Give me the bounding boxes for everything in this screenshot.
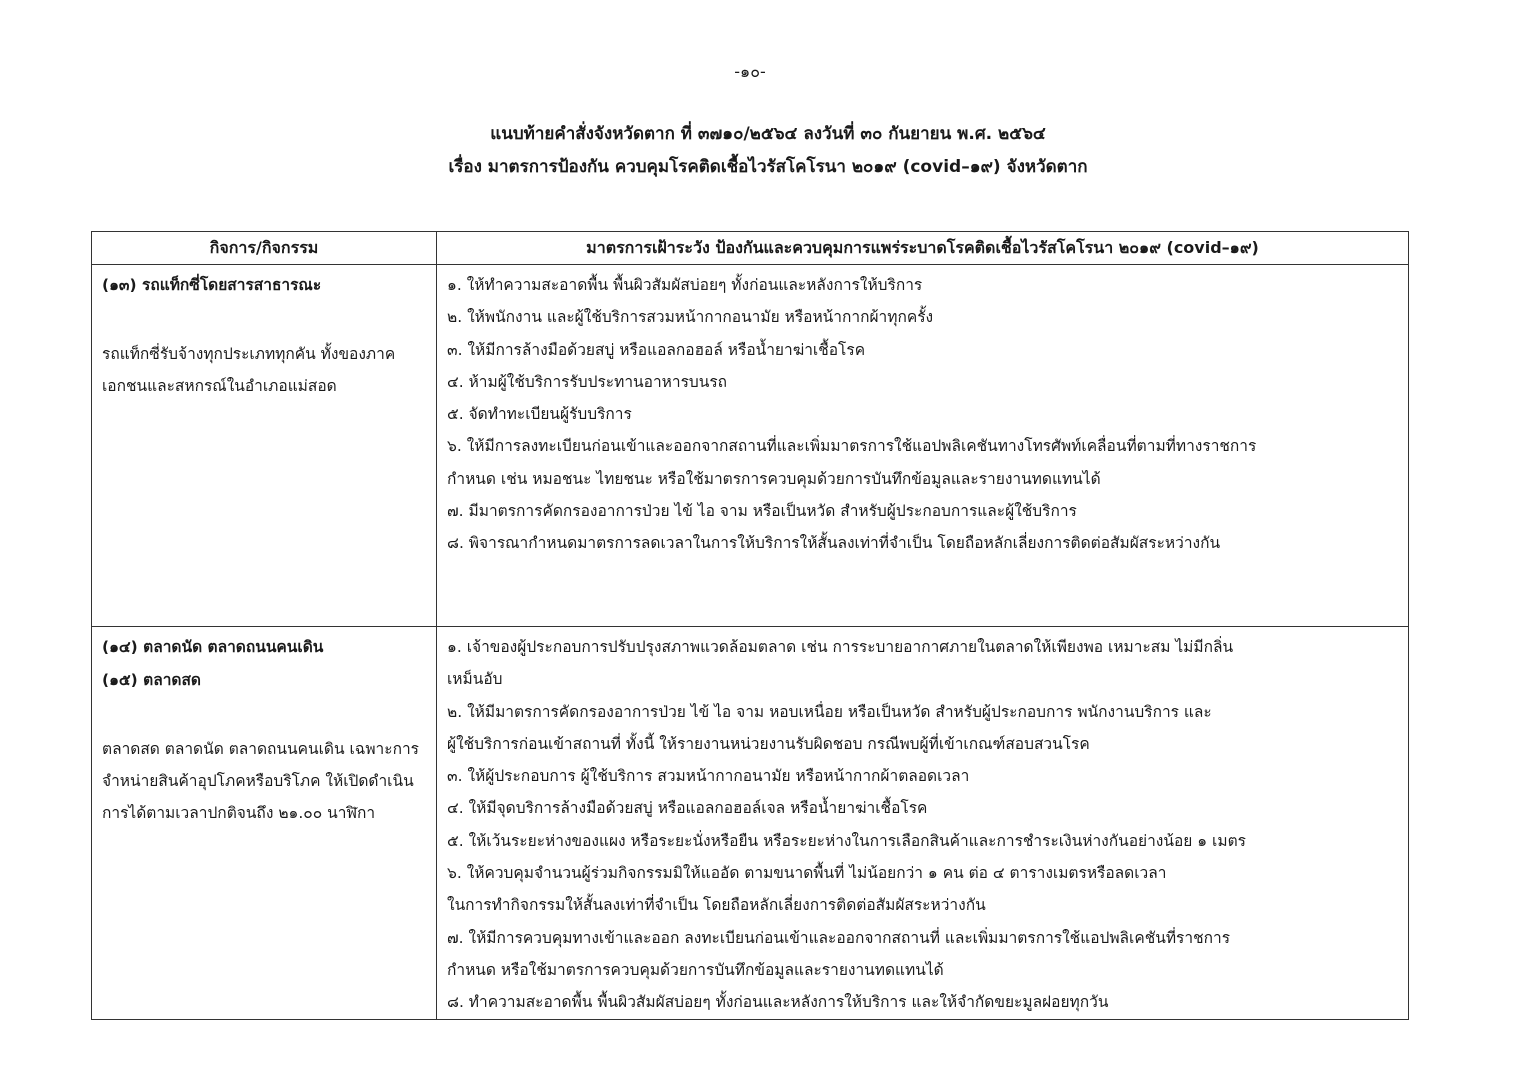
activity-title: (๑๔) ตลาดนัด ตลาดถนนคนเดิน <box>102 638 324 656</box>
header-line-2: เรื่อง มาตรการป้องกัน ควบคุมโรคติดเชื้อไวรัสโคโรนา ๒๐๑๙ (covid–๑๙) จังหวัดตาก <box>448 157 1088 177</box>
measures-cell <box>437 265 1409 627</box>
measure-item: ๖. ให้ควบคุมจำนวนผู้ร่วมกิจกรรมมิให้แออัด ตามขนาดพื้นที่ ไม่น้อยกว่า ๑ คน ต่อ ๔ ตารางเมตรหรือลดเวลา ในการทำกิจกรรมให้สั้นลงเท่าที่จำเป็น โดยถือหลักเลี่ยงการติดต่อสัมผัสระหว่างกัน <box>447 864 1167 915</box>
activity-description: ตลาดสด ตลาดนัด ตลาดถนนคนเดิน เฉพาะการจำหน่ายสินค้าอุปโภคหรือบริโภค ให้เปิดดำเนินการได้ตามเวลาปกติจนถึง ๒๑.๐๐ นาฬิกา <box>102 740 419 822</box>
measure-item: ๔. ห้ามผู้ใช้บริการรับประทานอาหารบนรถ <box>447 372 728 391</box>
measure-item: ๖. ให้มีการลงทะเบียนก่อนเข้าและออกจากสถานที่และเพิ่มมาตรการใช้แอปพลิเคชันทางโทรศัพท์เคลื่อนที่ตามที่ทางราชการ กำหนด เช่น หมอชนะ ไทยชนะ หรือใช้มาตรการควบคุมด้วยการบันทึกข้อมูลและรายงานทดแทนได้ <box>447 437 1257 488</box>
measure-item: ๓. ให้ผู้ประกอบการ ผู้ใช้บริการ สวมหน้ากากอนามัย หรือหน้ากากผ้าตลอดเวลา <box>447 767 970 786</box>
measure-item: ๑. เจ้าของผู้ประกอบการปรับปรุงสภาพแวดล้อมตลาด เช่น การระบายอากาศภายในตลาดให้เพียงพอ เหมาะสม ไม่มีกลิ่น เหม็นอับ <box>447 638 1234 689</box>
activity-cell <box>92 627 437 1020</box>
document-header <box>0 118 1524 184</box>
measure-item: ๒. ให้พนักงาน และผู้ใช้บริการสวมหน้ากากอนามัย หรือหน้ากากผ้าทุกครั้ง <box>447 308 934 327</box>
measure-item: ๘. ทำความสะอาดพื้น พื้นผิวสัมผัสบ่อยๆ ทั้งก่อนและหลังการให้บริการ และให้จำกัดขยะมูลฝอยทุกวัน <box>447 993 1109 1012</box>
table-row <box>92 627 1409 1020</box>
measure-item: ๕. ให้เว้นระยะห่างของแผง หรือระยะนั่งหรือยืน หรือระยะห่างในการเลือกสินค้าและการชำระเงินห่างกันอย่างน้อย ๑ เมตร <box>447 831 1246 850</box>
header-activity: กิจการ/กิจกรรม <box>92 232 437 265</box>
measure-item: ๔. ให้มีจุดบริการล้างมือด้วยสบู่ หรือแอลกอฮอล์เจล หรือน้ำยาฆ่าเชื้อโรค <box>447 799 928 818</box>
activity-title: (๑๓) รถแท็กซี่โดยสารสาธารณะ <box>102 276 322 294</box>
measure-item: ๑. ให้ทำความสะอาดพื้น พื้นผิวสัมผัสบ่อยๆ ทั้งก่อนและหลังการให้บริการ <box>447 276 923 294</box>
measure-item: ๗. มีมาตรการคัดกรองอาการป่วย ไข้ ไอ จาม หรือเป็นหวัด สำหรับผู้ประกอบการและผู้ใช้บริการ <box>447 502 1077 521</box>
measure-item: ๒. ให้มีมาตรการคัดกรองอาการป่วย ไข้ ไอ จาม หอบเหนื่อย หรือเป็นหวัด สำหรับผู้ประกอบการ พนักงานบริการ และ ผู้ใช้บริการก่อนเข้าสถานที่ ทั้งนี้ ให้รายงานหน่วยงานรับผิดชอบ กรณีพบผู้ที่เข้าเกณฑ์สอบสวนโรค <box>447 702 1212 753</box>
header-line-1: แนบท้ายคำสั่งจังหวัดตาก ที่ ๓๗๑๐/๒๕๖๔ ลงวันที่ ๓๐ กันยายน พ.ศ. ๒๕๖๔ <box>490 124 1046 144</box>
table-header-row <box>92 232 1409 265</box>
measures-cell <box>437 627 1409 1020</box>
activity-cell <box>92 265 437 627</box>
activity-title: (๑๕) ตลาดสด <box>102 671 201 689</box>
activity-description: รถแท็กซี่รับจ้างทุกประเภททุกคัน ทั้งของภาคเอกชนและสหกรณ์ในอำเภอแม่สอด <box>102 345 396 395</box>
measure-item: ๕. จัดทำทะเบียนผู้รับบริการ <box>447 405 632 424</box>
measures-table <box>91 231 1409 1020</box>
table-row <box>92 265 1409 627</box>
measure-item: ๗. ให้มีการควบคุมทางเข้าและออก ลงทะเบียนก่อนเข้าและออกจากสถานที่ และเพิ่มมาตรการใช้แอปพลิเคชันที่ราชการ กำหนด หรือใช้มาตรการควบคุมด้วยการบันทึกข้อมูลและรายงานทดแทนได้ <box>447 928 1231 979</box>
measure-item: ๘. พิจารณากำหนดมาตรการลดเวลาในการให้บริการให้สั้นลงเท่าที่จำเป็น โดยถือหลักเลี่ยงการติดต่อสัมผัสระหว่างกัน <box>447 534 1221 553</box>
header-measures: มาตรการเฝ้าระวัง ป้องกันและควบคุมการแพร่ระบาดโรคติดเชื้อไวรัสโคโรนา ๒๐๑๙ (covid–๑๙) <box>437 232 1409 265</box>
measure-item: ๓. ให้มีการล้างมือด้วยสบู่ หรือแอลกอฮอล์ หรือน้ำยาฆ่าเชื้อโรค <box>447 340 866 359</box>
page-number: -๑๐- <box>734 62 766 81</box>
